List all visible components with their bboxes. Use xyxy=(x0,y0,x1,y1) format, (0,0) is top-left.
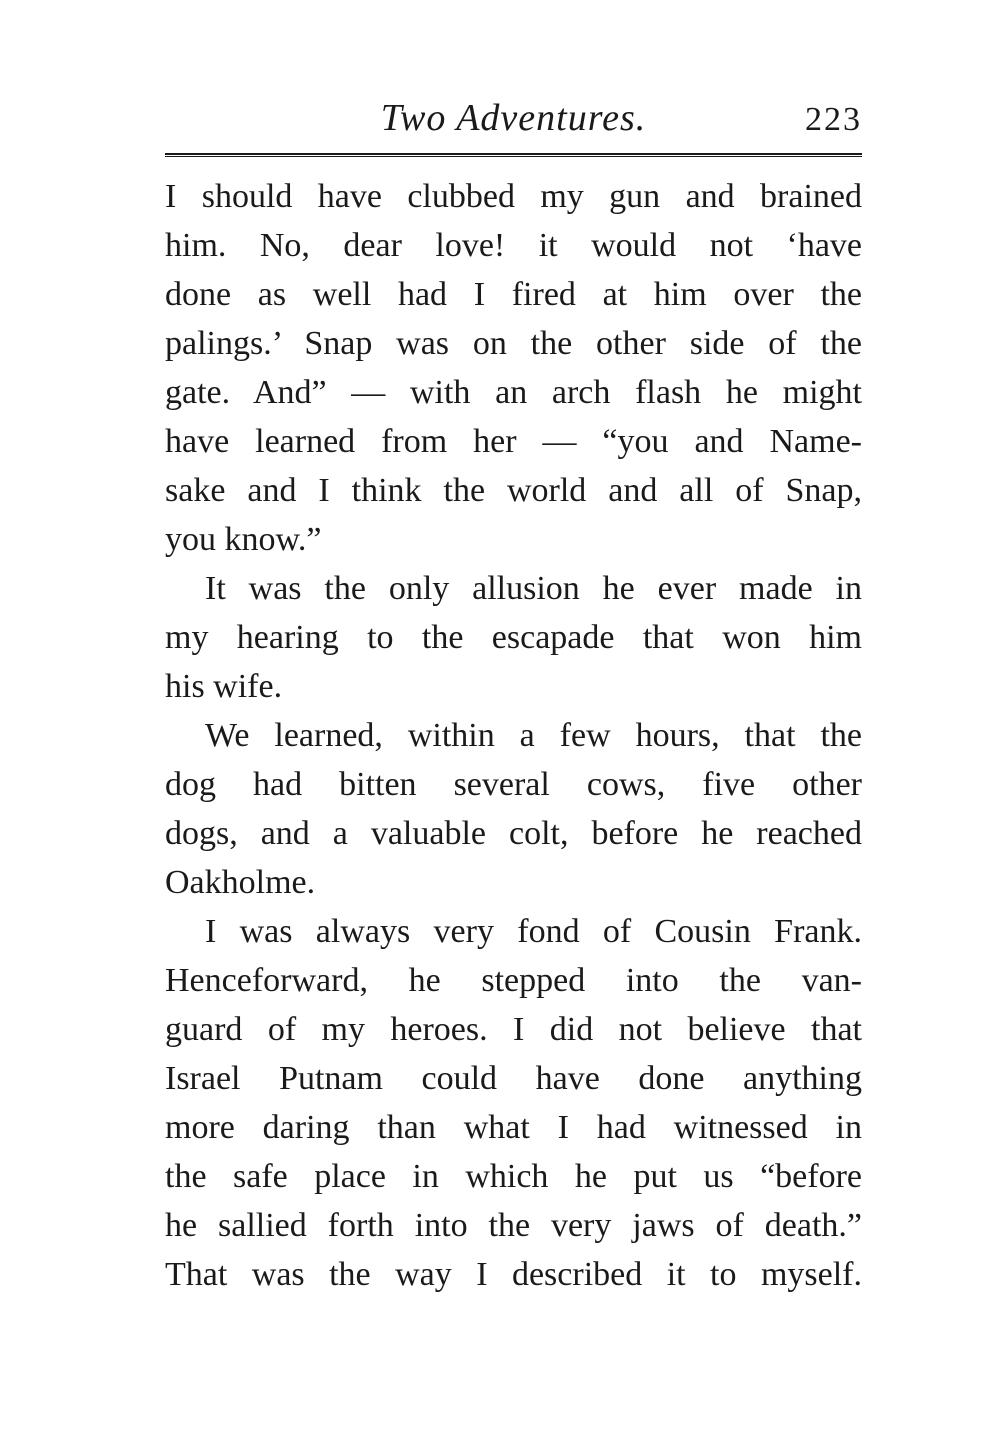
text-line: guard of my heroes. I did not believe that xyxy=(165,1011,862,1048)
text-line: dog had bitten several cows, five other xyxy=(165,766,862,803)
text-line: palings.’ Snap was on the other side of the xyxy=(165,325,862,362)
text-line: dogs, and a valuable colt, before he reached xyxy=(165,815,862,852)
text-line: I should have clubbed my gun and brained xyxy=(165,178,862,215)
body-text xyxy=(165,172,862,1299)
text-line: done as well had I fired at him over the xyxy=(165,276,862,313)
text-line: sake and I think the world and all of Snap, xyxy=(165,472,862,509)
text-line: my hearing to the escapade that won him xyxy=(165,619,862,656)
text-line: gate. And” — with an arch flash he might xyxy=(165,374,862,411)
text-line: Israel Putnam could have done anything xyxy=(165,1060,862,1097)
text-line: It was the only allusion he ever made in xyxy=(205,570,862,607)
text-line: I was always very fond of Cousin Frank. xyxy=(205,913,862,950)
running-title: Two Adventures. xyxy=(380,97,647,139)
text-line: you know.” xyxy=(165,521,322,558)
header-rule xyxy=(165,153,862,157)
text-line: he sallied forth into the very jaws of death.” xyxy=(165,1207,862,1244)
text-line: him. No, dear love! it would not ‘have xyxy=(165,227,862,264)
text-line: the safe place in which he put us “before xyxy=(165,1158,862,1195)
text-line: Oakholme. xyxy=(165,864,316,901)
text-line: That was the way I described it to myself. xyxy=(165,1256,862,1293)
page-number: 223 xyxy=(805,101,862,138)
running-head xyxy=(165,92,862,144)
text-line: more daring than what I had witnessed in xyxy=(165,1109,862,1146)
text-line: Henceforward, he stepped into the van- xyxy=(165,962,862,999)
text-line: his wife. xyxy=(165,668,283,705)
text-line: have learned from her — “you and Name- xyxy=(165,423,862,460)
text-line: We learned, within a few hours, that the xyxy=(205,717,862,754)
